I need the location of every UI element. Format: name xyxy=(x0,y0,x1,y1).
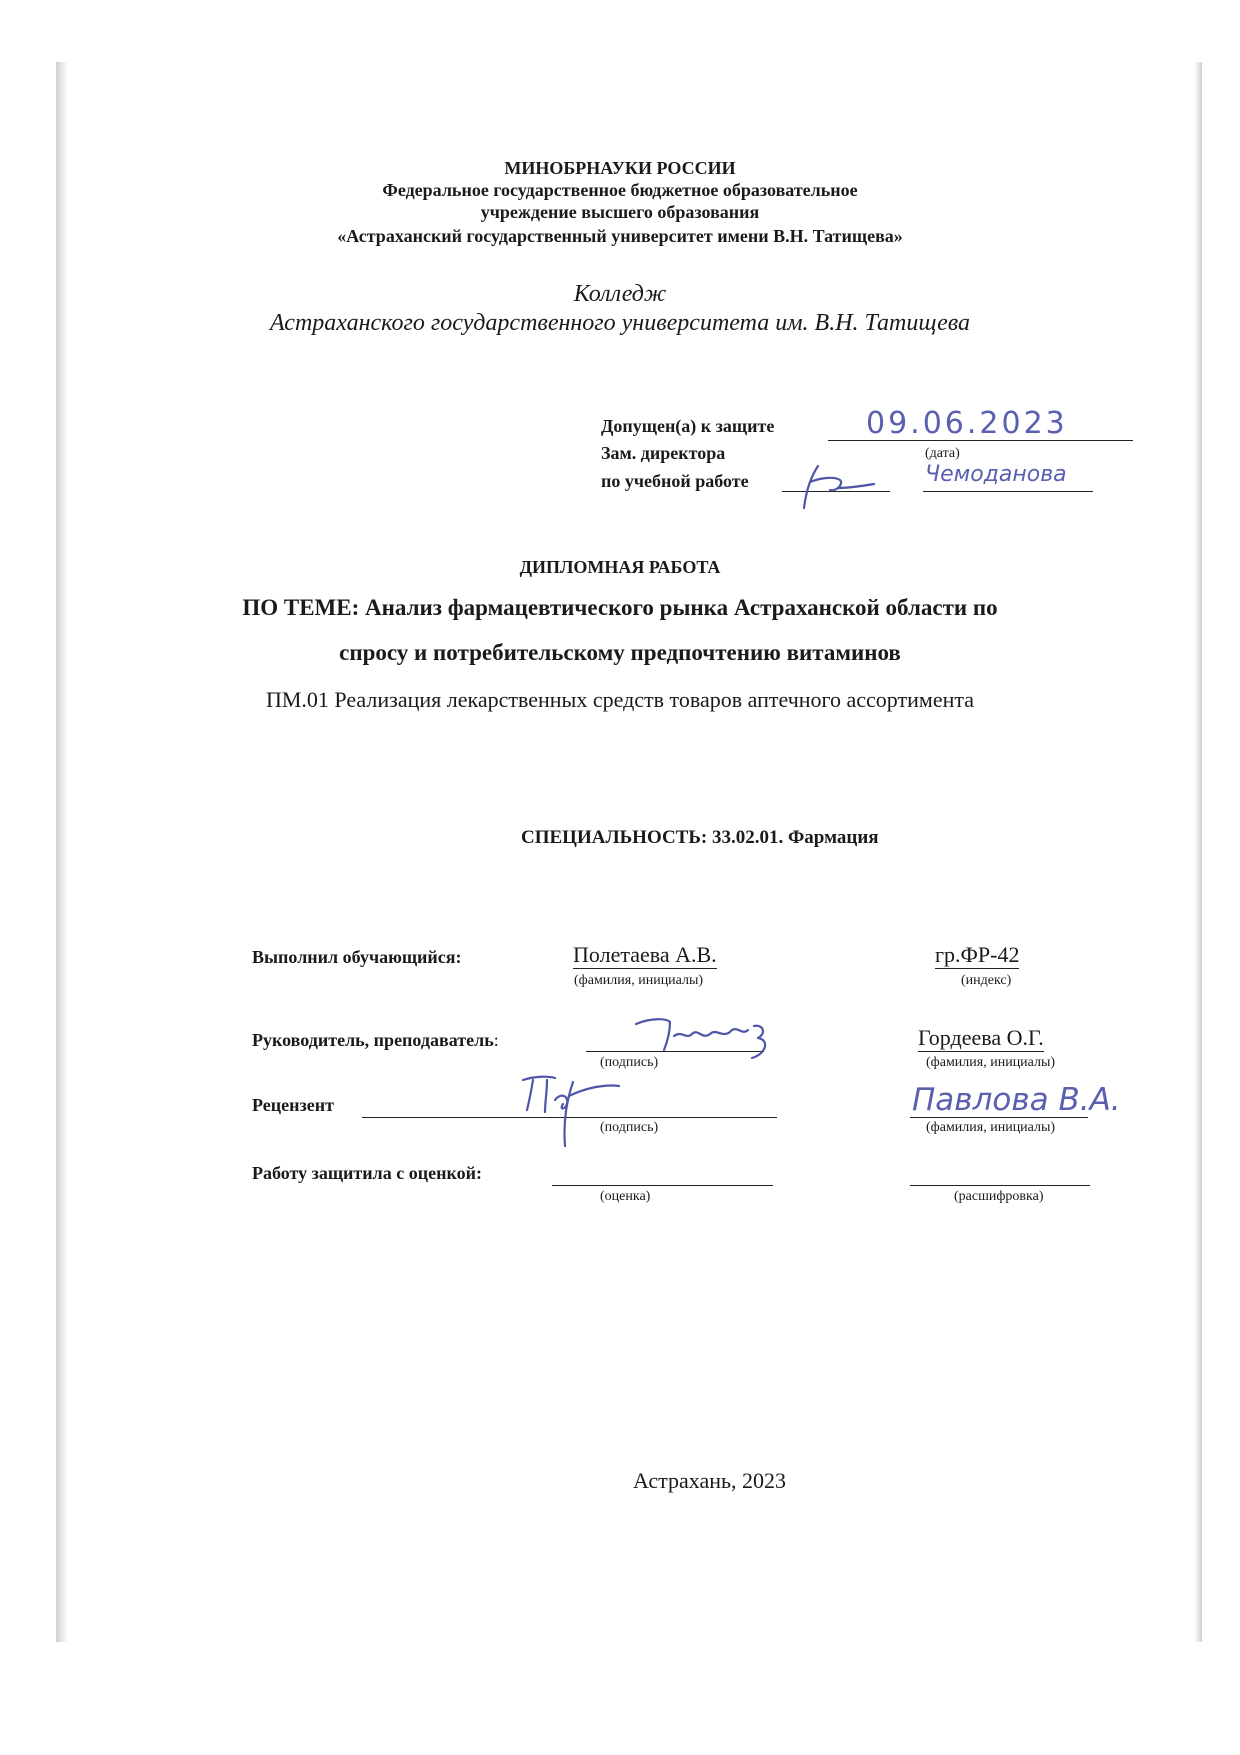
grade-decode-line xyxy=(910,1185,1090,1186)
module-title: ПМ.01 Реализация лекарственных средств товаров аптечного ассортимента xyxy=(265,687,975,712)
admitted-label: Допущен(а) к защите xyxy=(601,416,775,436)
reviewer-label: Рецензент xyxy=(252,1095,334,1115)
date-caption: (дата) xyxy=(925,446,960,461)
deputy-signature-name: Чемоданова xyxy=(925,462,1067,487)
college-line-2: Астраханского государственного университета им. В.Н. Татищева xyxy=(270,310,970,336)
student-group: гр.ФР-42 xyxy=(935,942,1020,967)
reviewer-name-handwritten: Павлова В.А. xyxy=(912,1082,1121,1118)
reviewer-signature-caption: (подпись) xyxy=(600,1120,659,1135)
admitted-date-handwritten: 09.06.2023 xyxy=(866,406,1068,441)
student-name: Полетаева А.В. xyxy=(573,942,717,967)
decode-caption: (расшифровка) xyxy=(954,1189,1044,1204)
student-group-caption: (индекс) xyxy=(961,973,1012,988)
deputy-name-line xyxy=(923,491,1093,492)
work-type: ДИПЛОМНАЯ РАБОТА xyxy=(519,557,721,577)
org-line-2: учреждение высшего образования xyxy=(480,202,760,222)
ministry-heading: МИНОБРНАУКИ РОССИИ xyxy=(504,158,736,178)
reviewer-name-caption: (фамилия, инициалы) xyxy=(926,1120,1056,1135)
deputy-signature xyxy=(800,458,880,514)
topic-line-2: спросу и потребительскому предпочтению витаминов xyxy=(339,640,901,665)
reviewer-signature xyxy=(515,1070,625,1150)
topic-line-1: ПО ТЕМЕ: Анализ фармацевтического рынка Астраханской области по xyxy=(242,595,998,620)
supervisor-name: Гордеева О.Г. xyxy=(918,1025,1044,1050)
deputy-label-2: по учебной работе xyxy=(601,471,749,491)
defense-label: Работу защитила с оценкой: xyxy=(252,1163,482,1183)
grade-line xyxy=(552,1185,773,1186)
deputy-label-1: Зам. директора xyxy=(601,443,726,463)
city-year: Астрахань, 2023 xyxy=(633,1468,787,1493)
specialty: СПЕЦИАЛЬНОСТЬ: 33.02.01. Фармация xyxy=(521,827,879,848)
student-name-caption: (фамилия, инициалы) xyxy=(574,973,704,988)
grade-caption: (оценка) xyxy=(600,1189,651,1204)
student-label: Выполнил обучающийся: xyxy=(252,947,462,967)
supervisor-signature-caption: (подпись) xyxy=(600,1055,659,1070)
college-line-1: Колледж xyxy=(573,281,667,307)
university-name: «Астраханский государственный университет имени В.Н. Татищева» xyxy=(337,226,903,246)
org-line-1: Федеральное государственное бюджетное образовательное xyxy=(382,180,858,200)
supervisor-label: Руководитель, преподаватель: xyxy=(252,1030,499,1050)
supervisor-name-caption: (фамилия, инициалы) xyxy=(926,1055,1056,1070)
